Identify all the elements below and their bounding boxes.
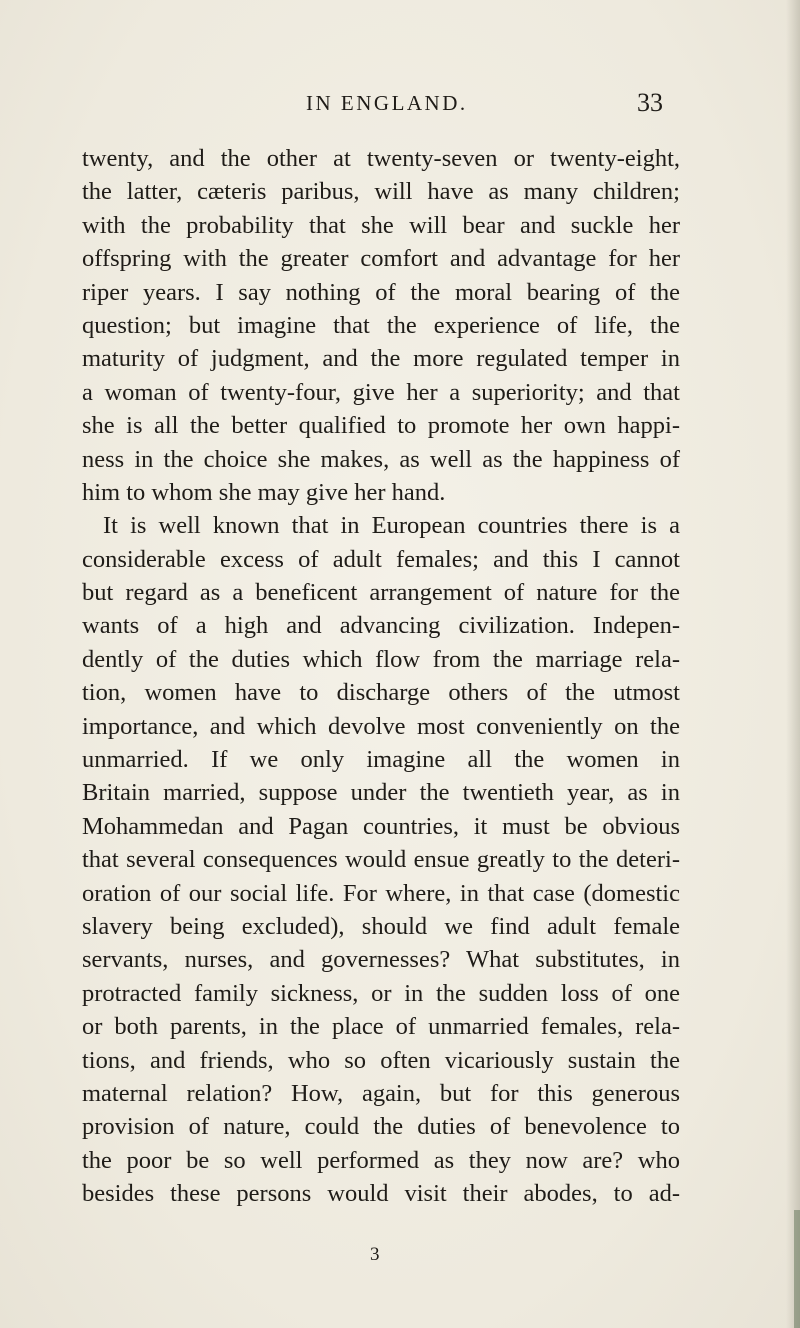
text-line: protracted family sickness, or in the sudden loss of one [82,979,680,1007]
text-line: she is all the better qualified to promote her own happi- [82,412,680,440]
text-line: Britain married, suppose under the twentieth year, as in [82,779,680,807]
text-line: Mohammedan and Pagan countries, it must be obvious [82,812,680,840]
text-line: twenty, and the other at twenty-seven or twenty-eight, [82,145,680,172]
text-line: dently of the duties which flow from the marriage rela- [82,645,680,673]
text-line: unmarried. If we only imagine all the women in [82,746,680,774]
running-head [0,86,800,120]
page-edge-shadow [786,0,800,1328]
text-line: or both parents, in the place of unmarried females, rela- [82,1013,680,1041]
text-line: question; but imagine that the experience of life, the [82,311,680,339]
text-line: maturity of judgment, and the more regulated temper in [82,345,680,373]
text-line: that several consequences would ensue greatly to the deteri- [82,846,680,874]
running-head-title: IN ENGLAND. [306,91,468,115]
text-line: servants, nurses, and governesses? What substitutes, in [82,946,680,974]
text-line: offspring with the greater comfort and advantage for her [82,245,680,273]
text-line: wants of a high and advancing civilization. Indepen- [82,612,680,640]
text-line: importance, and which devolve most conveniently on the [82,712,680,740]
page-number: 33 [637,88,663,117]
body-text [82,142,680,1211]
signature-mark: 3 [370,1244,380,1265]
text-line: riper years. I say nothing of the moral bearing of the [82,278,680,306]
text-line: besides these persons would visit their abodes, to ad- [82,1180,680,1208]
text-line: a woman of twenty-four, give her a superiority; and that [82,378,680,406]
text-line: oration of our social life. For where, in that case (domestic [82,879,680,907]
text-line: It is well known that in European countries there is a [103,512,680,540]
text-line: ness in the choice she makes, as well as the happiness of [82,445,680,473]
text-line: slavery being excluded), should we find adult female [82,912,680,940]
page-edge-mark [794,1210,800,1328]
text-line: considerable excess of adult females; and this I cannot [82,545,680,573]
text-line: him to whom she may give her hand. [82,478,446,506]
text-line: the latter, cæteris paribus, will have as many children; [82,178,680,206]
text-line: tions, and friends, who so often vicariously sustain the [82,1046,680,1074]
text-line: with the probability that she will bear and suckle her [82,211,680,239]
text-line: the poor be so well performed as they now are? who [82,1146,680,1174]
text-line: but regard as a beneficent arrangement of nature for the [82,579,680,607]
text-line: maternal relation? How, again, but for this generous [82,1079,680,1107]
text-line: tion, women have to discharge others of the utmost [82,679,680,707]
text-line: provision of nature, could the duties of benevolence to [82,1113,680,1141]
